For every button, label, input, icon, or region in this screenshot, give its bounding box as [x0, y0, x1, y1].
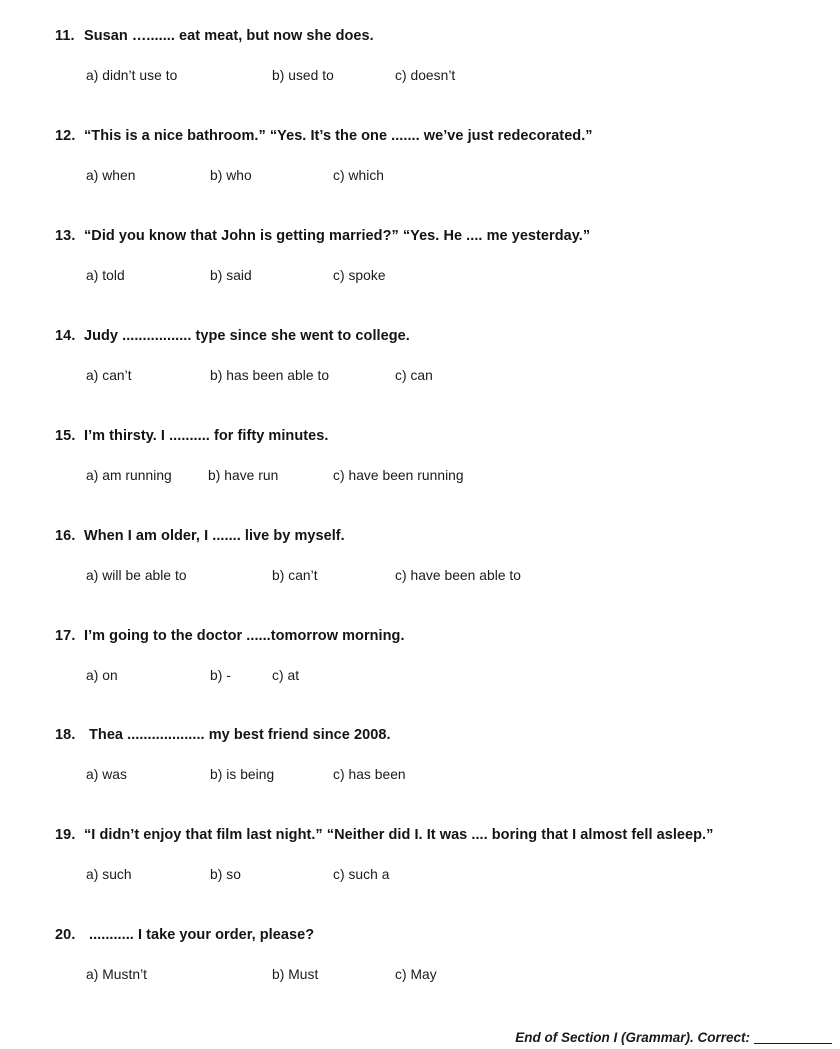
question-number: 16. — [55, 528, 76, 544]
question-block — [0, 328, 840, 388]
question-text: Susan …....... eat meat, but now she does. — [84, 28, 374, 44]
answer-option[interactable]: b) said — [210, 268, 252, 283]
answer-option[interactable]: a) when — [86, 168, 136, 183]
question-text: I’m thirsty. I .......... for fifty minutes. — [84, 428, 329, 444]
answer-option[interactable]: a) will be able to — [86, 568, 187, 583]
answer-options — [0, 468, 840, 488]
question-text: “I didn’t enjoy that film last night.” “Neither did I. It was .... boring that I almost fell asleep.” — [84, 827, 714, 843]
question-block — [0, 128, 840, 188]
question-stem — [0, 128, 840, 150]
answer-options — [0, 168, 840, 188]
question-block — [0, 927, 840, 987]
question-stem — [0, 28, 840, 50]
answer-option[interactable]: c) has been — [333, 767, 406, 782]
question-number: 18. — [55, 727, 76, 743]
answer-option[interactable]: b) is being — [210, 767, 275, 782]
question-stem — [0, 927, 840, 949]
answer-option[interactable]: a) on — [86, 668, 118, 683]
answer-options — [0, 368, 840, 388]
answer-option[interactable]: b) who — [210, 168, 252, 183]
question-text: I’m going to the doctor ......tomorrow morning. — [84, 628, 405, 644]
answer-options — [0, 568, 840, 588]
question-block — [0, 28, 840, 88]
question-text: Judy ................. type since she went to college. — [84, 328, 410, 344]
answer-option[interactable]: c) spoke — [333, 268, 386, 283]
answer-option[interactable]: a) am running — [86, 468, 172, 483]
answer-option[interactable]: c) can — [395, 368, 433, 383]
question-number: 15. — [55, 428, 76, 444]
answer-options — [0, 767, 840, 787]
question-stem — [0, 228, 840, 250]
answer-options — [0, 68, 840, 88]
question-stem — [0, 428, 840, 450]
answer-option[interactable]: b) so — [210, 867, 241, 882]
answer-option[interactable]: c) May — [395, 967, 437, 982]
question-block — [0, 827, 840, 887]
answer-option[interactable]: a) such — [86, 867, 132, 882]
answer-option[interactable]: c) doesn’t — [395, 68, 456, 83]
answer-option[interactable]: a) didn’t use to — [86, 68, 178, 83]
question-number: 13. — [55, 228, 76, 244]
answer-option[interactable]: b) used to — [272, 68, 334, 83]
question-number: 19. — [55, 827, 76, 843]
answer-options — [0, 967, 840, 987]
question-text: When I am older, I ....... live by myself. — [84, 528, 345, 544]
answer-options — [0, 668, 840, 688]
answer-option[interactable]: b) Must — [272, 967, 319, 982]
question-text: Thea ................... my best friend since 2008. — [89, 727, 391, 743]
answer-options — [0, 268, 840, 288]
question-text: “This is a nice bathroom.” “Yes. It’s the one ....... we’ve just redecorated.” — [84, 128, 593, 144]
question-stem — [0, 727, 840, 749]
question-block — [0, 727, 840, 787]
answer-option[interactable]: c) such a — [333, 867, 390, 882]
section-footer — [515, 1030, 832, 1045]
question-text: ........... I take your order, please? — [89, 927, 315, 943]
answer-option[interactable]: c) at — [272, 668, 300, 683]
question-number: 11. — [55, 28, 75, 44]
answer-option[interactable]: a) told — [86, 268, 125, 283]
question-block — [0, 628, 840, 688]
answer-option[interactable]: a) Mustn’t — [86, 967, 148, 982]
footer-label: End of Section I (Grammar). Correct: — [515, 1030, 750, 1045]
question-stem — [0, 528, 840, 550]
question-number: 20. — [55, 927, 76, 943]
question-block — [0, 428, 840, 488]
question-stem — [0, 628, 840, 650]
question-stem — [0, 827, 840, 849]
question-number: 14. — [55, 328, 76, 344]
question-block — [0, 528, 840, 588]
answer-option[interactable]: b) - — [210, 668, 231, 683]
answer-option[interactable]: a) was — [86, 767, 127, 782]
correct-score-blank[interactable] — [754, 1043, 832, 1044]
answer-option[interactable]: c) have been able to — [395, 568, 522, 583]
answer-option[interactable]: c) have been running — [333, 468, 464, 483]
question-number: 17. — [55, 628, 76, 644]
answer-option[interactable]: a) can’t — [86, 368, 132, 383]
answer-options — [0, 867, 840, 887]
answer-option[interactable]: c) which — [333, 168, 384, 183]
answer-option[interactable]: b) have run — [208, 468, 279, 483]
answer-option[interactable]: b) has been able to — [210, 368, 330, 383]
question-block — [0, 228, 840, 288]
question-stem — [0, 328, 840, 350]
question-number: 12. — [55, 128, 76, 144]
question-text: “Did you know that John is getting married?” “Yes. He .... me yesterday.” — [84, 228, 591, 244]
answer-option[interactable]: b) can’t — [272, 568, 318, 583]
